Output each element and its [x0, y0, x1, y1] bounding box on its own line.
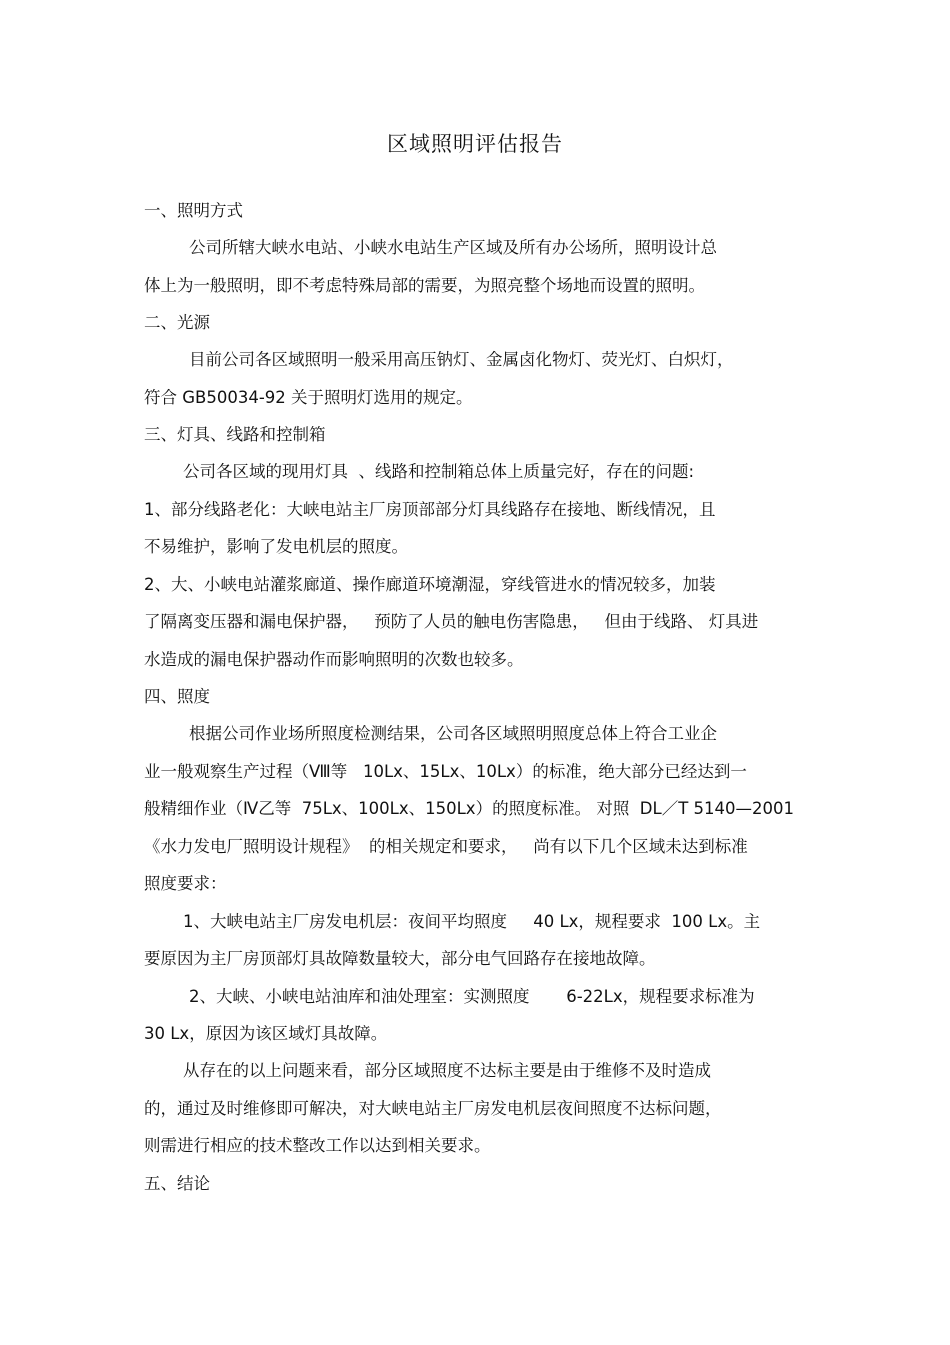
paragraph-line: 业一般观察生产过程（Ⅷ等 10Lx、15Lx、10Lx）的标准，绝大部分已经达到一: [144, 762, 747, 781]
paragraph-line: 符合 GB50034-92 关于照明灯选用的规定。: [144, 388, 473, 407]
heading-fixtures: 三、灯具、线路和控制箱: [144, 425, 326, 444]
paragraph-line: 根据公司作业场所照度检测结果，公司各区域照明照度总体上符合工业企: [189, 724, 717, 743]
paragraph-line: 了隔离变压器和漏电保护器， 预防了人员的触电伤害隐患， 但由于线路、 灯具进: [144, 612, 759, 631]
list-item: 2、大、小峡电站灌浆廊道、操作廊道环境潮湿，穿线管进水的情况较多，加装: [144, 575, 716, 594]
paragraph-line: 《水力发电厂照明设计规程》 的相关规定和要求， 尚有以下几个区域未达到标准: [144, 837, 748, 856]
paragraph-line: 30 Lx，原因为该区域灯具故障。: [144, 1024, 388, 1043]
paragraph-line: 照度要求：: [144, 874, 227, 893]
paragraph-line: 公司所辖大峡水电站、小峡水电站生产区域及所有办公场所，照明设计总: [189, 238, 717, 257]
paragraph-line: 则需进行相应的技术整改工作以达到相关要求。: [144, 1136, 491, 1155]
paragraph-line: 般精细作业（Ⅳ乙等 75Lx、100Lx、150Lx）的照度标准。 对照 DL／T 5140—2001: [144, 799, 795, 818]
paragraph-line: 目前公司各区域照明一般采用高压钠灯、金属卤化物灯、荧光灯、白炽灯，: [189, 350, 734, 369]
paragraph-line: 的，通过及时维修即可解决，对大峡电站主厂房发电机层夜间照度不达标问题，: [144, 1099, 722, 1118]
paragraph-line: 公司各区域的现用灯具 、线路和控制箱总体上质量完好，存在的问题:: [183, 462, 695, 481]
document-title: 区域照明评估报告: [387, 132, 563, 156]
list-item: 2、大峡、小峡电站油库和油处理室：实测照度 6-22Lx，规程要求标准为: [189, 987, 755, 1006]
paragraph-line: 体上为一般照明，即不考虑特殊局部的需要，为照亮整个场地而设置的照明。: [144, 276, 705, 295]
heading-light-source: 二、光源: [144, 313, 210, 332]
paragraph-line: 要原因为主厂房顶部灯具故障数量较大，部分电气回路存在接地故障。: [144, 949, 656, 968]
heading-conclusion: 五、结论: [144, 1174, 210, 1193]
list-item: 1、部分线路老化：大峡电站主厂房顶部部分灯具线路存在接地、断线情况，且: [144, 500, 716, 519]
paragraph-line: 水造成的漏电保护器动作而影响照明的次数也较多。: [144, 650, 524, 669]
list-item: 1、大峡电站主厂房发电机层：夜间平均照度 40 Lx，规程要求 100 Lx。主: [183, 912, 761, 931]
paragraph-line: 从存在的以上问题来看，部分区域照度不达标主要是由于维修不及时造成: [183, 1061, 711, 1080]
heading-lighting-method: 一、照明方式: [144, 201, 243, 220]
paragraph-line: 不易维护，影响了发电机层的照度。: [144, 537, 408, 556]
heading-illuminance: 四、照度: [144, 687, 210, 706]
